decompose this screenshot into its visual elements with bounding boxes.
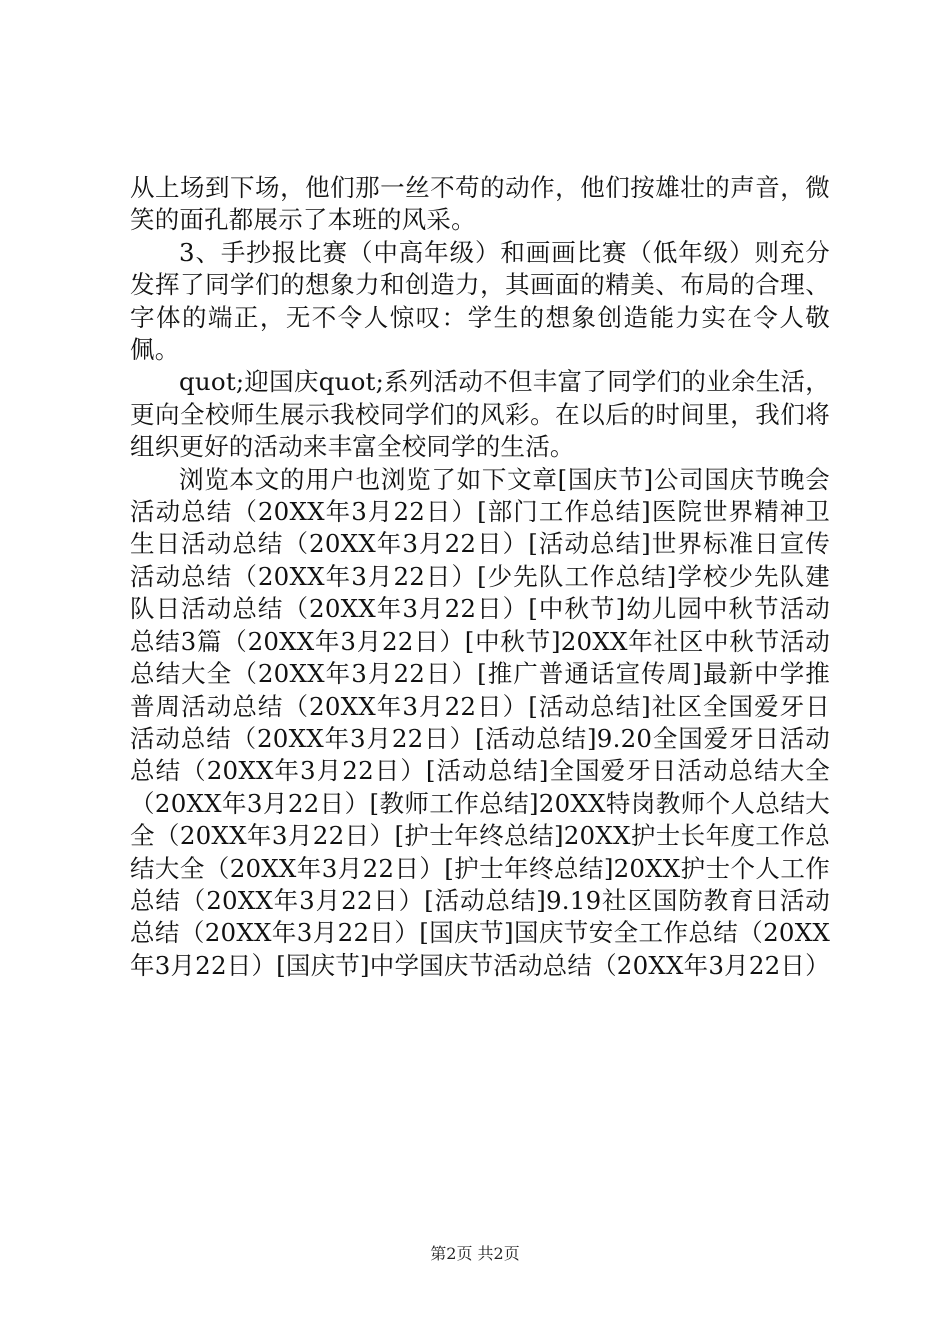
paragraph-handcopy-contest: 3、手抄报比赛（中高年级）和画画比赛（低年级）则充分发挥了同学们的想象力和创造力，其画面的精美、布局的合理、字体的端正，无不令人惊叹：学生的想象创造能力实在令人敬佩。 <box>130 237 830 365</box>
paragraph-national-day-summary: quot;迎国庆quot;系列活动不但丰富了同学们的业余生活，更向全校师生展示我校同学们的风彩。在以后的时间里，我们将组织更好的活动来丰富全校同学的生活。 <box>130 367 830 462</box>
page-footer <box>0 1244 950 1264</box>
paragraph-continuation: 从上场到下场，他们那一丝不苟的动作，他们按雄壮的声音，微笑的面孔都展示了本班的风采。 <box>130 173 830 235</box>
page-indicator: 第2页 共2页 <box>430 1244 520 1263</box>
document-body <box>130 172 830 982</box>
paragraph-related-articles: 浏览本文的用户也浏览了如下文章[国庆节]公司国庆节晚会活动总结（20XX年3月22日）[部门工作总结]医院世界精神卫生日活动总结（20XX年3月22日）[活动总结]世界标准日宣传活动总结（20XX年3月22日）[少先队工作总结]学校少先队建队日活动总结（20XX年3月22日）[中秋节]幼儿园中秋节活动总结3篇（20XX年3月22日）[中秋节]20XX年社区中秋节活动总结大全（20XX年3月22日）[推广普通话宣传周]最新中学推普周活动总结（20XX年3月22日）[活动总结]社区全国爱牙日活动总结（20XX年3月22日）[活动总结]9.20全国爱牙日活动总结（20XX年3月22日）[活动总结]全国爱牙日活动总结大全（20XX年3月22日）[教师工作总结]20XX特岗教师个人总结大全（20XX年3月22日）[护士年终总结]20XX护士长年度工作总结大全（20XX年3月22日）[护士年终总结]20XX护士个人工作总结（20XX年3月22日）[活动总结]9.19社区国防教育日活动总结（20XX年3月22日）[国庆节]国庆节安全工作总结（20XX年3月22日）[国庆节]中学国庆节活动总结（20XX年3月22日） <box>130 464 830 980</box>
